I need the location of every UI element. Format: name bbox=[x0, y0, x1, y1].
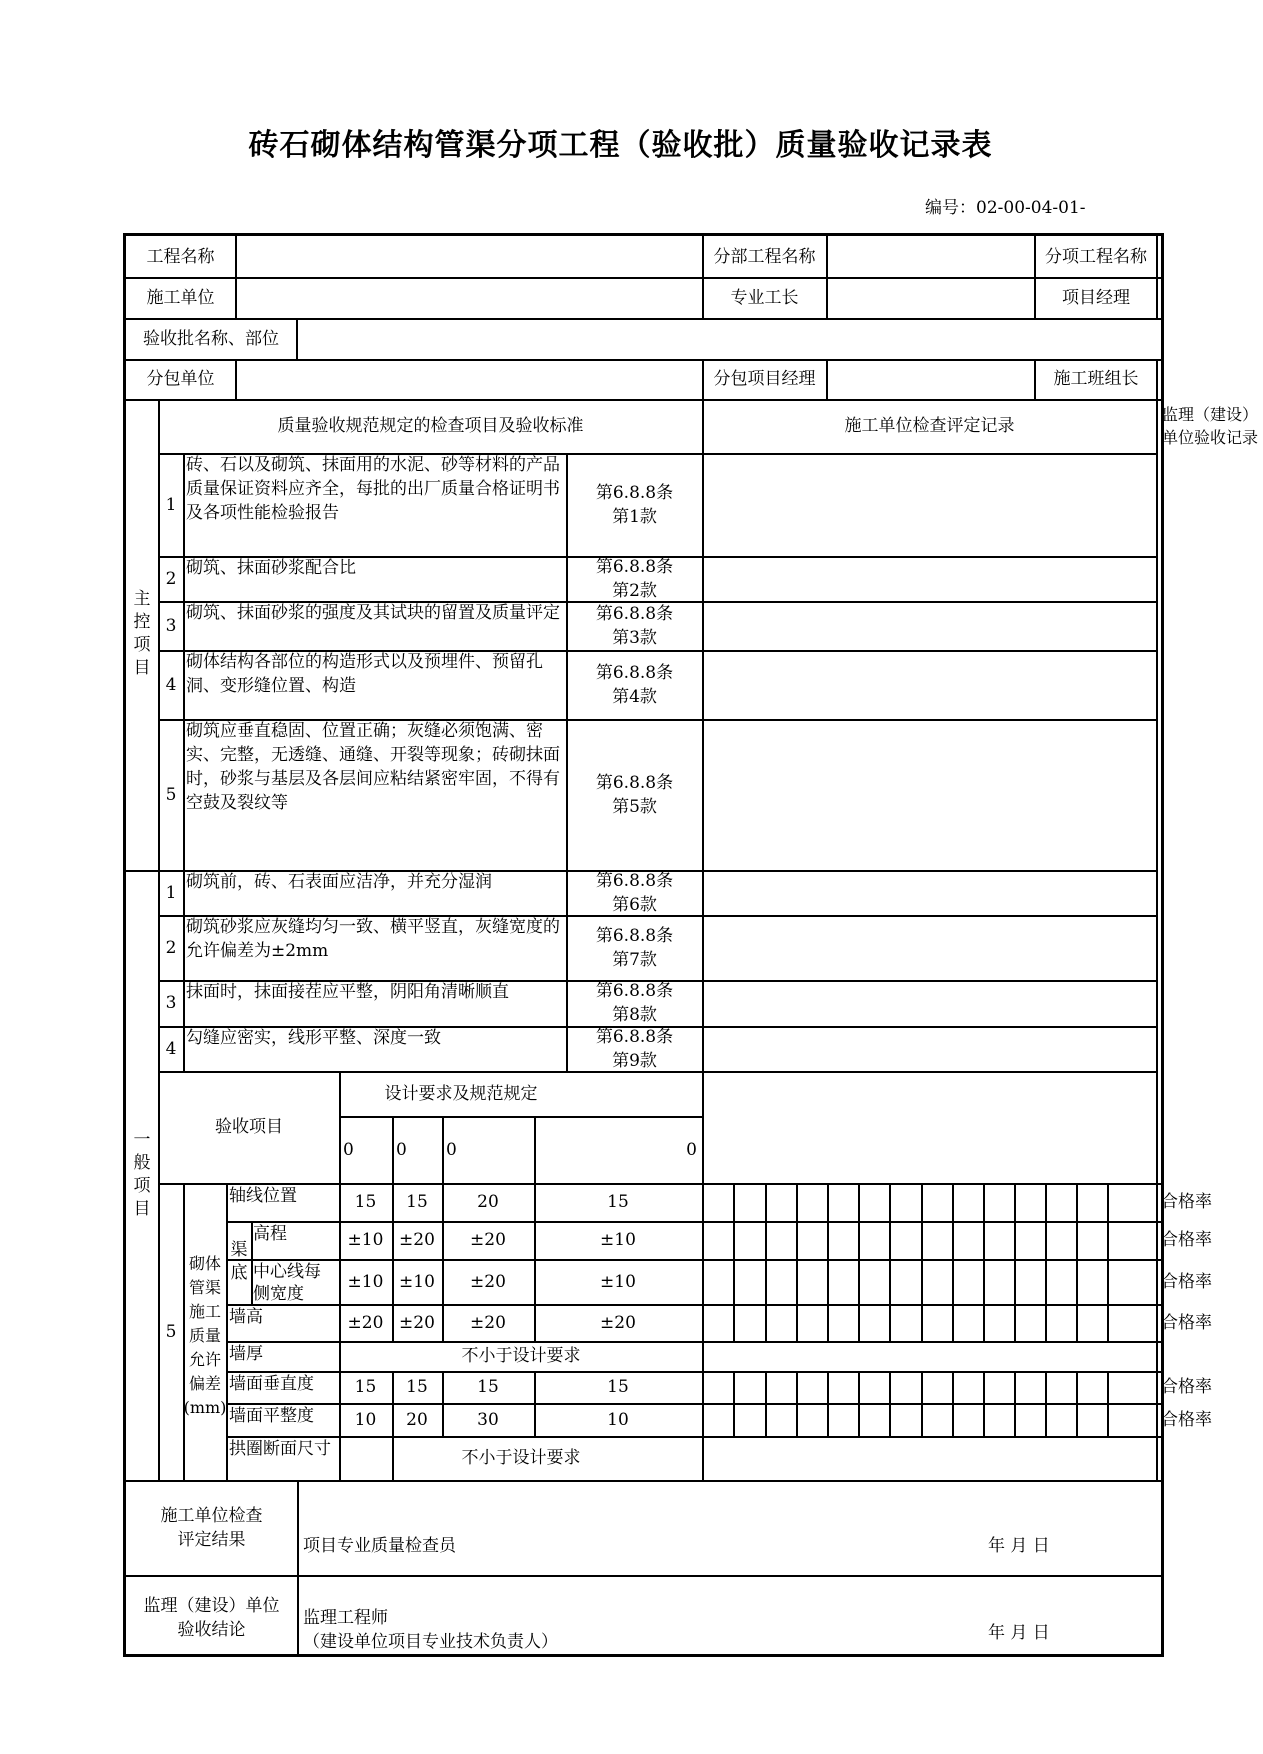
supervisor-conclusion-label: 监理（建设）单位 验收结论 bbox=[143, 1596, 280, 1640]
measurement-cell[interactable] bbox=[828, 1371, 858, 1403]
label-project-manager: 项目经理 bbox=[1062, 287, 1130, 308]
grid-line bbox=[1107, 1259, 1109, 1304]
contractor-record-header: 施工单位检查评定记录 bbox=[844, 416, 1015, 436]
main-item-text: 砖、石以及砌筑、抹面用的水泥、砂等材料的产品质量保证资料应齐全，每批的出厂质量合格证明书及各项性能检验报告 bbox=[186, 455, 560, 523]
measurement-cell[interactable] bbox=[766, 1183, 796, 1221]
general-item-record-field[interactable] bbox=[703, 915, 1156, 980]
measurement-cell[interactable] bbox=[984, 1371, 1014, 1403]
tolerance-value: 20 bbox=[406, 1409, 428, 1430]
general-item-number: 3 bbox=[165, 993, 177, 1013]
measurement-cell[interactable] bbox=[1015, 1183, 1045, 1221]
measurement-cell[interactable] bbox=[859, 1259, 889, 1304]
document-code: 编号：02-00-04-01- bbox=[925, 198, 1086, 218]
main-item-text: 砌筑、抹面砂浆配合比 bbox=[186, 558, 356, 578]
measurement-cell[interactable] bbox=[1046, 1259, 1076, 1304]
tolerance-row-number: 5 bbox=[165, 1321, 177, 1342]
measurement-cell[interactable] bbox=[828, 1304, 858, 1341]
grid-line bbox=[183, 453, 185, 1071]
general-item-number: 4 bbox=[165, 1038, 177, 1059]
main-item-reference: 第6.8.8条 第4款 bbox=[595, 662, 674, 707]
measurement-cell[interactable] bbox=[953, 1259, 983, 1304]
measurement-cell[interactable] bbox=[890, 1183, 921, 1221]
general-item-number: 1 bbox=[165, 882, 177, 903]
acceptance-item-header: 验收项目 bbox=[215, 1117, 283, 1137]
measurement-cell[interactable] bbox=[1015, 1371, 1045, 1403]
measurement-cell[interactable] bbox=[922, 1183, 952, 1221]
project-name-field[interactable] bbox=[236, 236, 702, 277]
measurement-cell[interactable] bbox=[828, 1403, 858, 1436]
measurement-cell[interactable] bbox=[922, 1221, 952, 1259]
measurement-cell[interactable] bbox=[984, 1221, 1014, 1259]
tolerance-record-field[interactable] bbox=[703, 1341, 1156, 1371]
measurement-cell[interactable] bbox=[797, 1371, 827, 1403]
tolerance-not-less-text: 不小于设计要求 bbox=[461, 1346, 581, 1366]
measurement-cell[interactable] bbox=[766, 1403, 796, 1436]
measurement-cell[interactable] bbox=[1015, 1221, 1045, 1259]
main-item-record-field[interactable] bbox=[703, 650, 1156, 719]
criteria-header: 质量验收规范规定的检查项目及验收标准 bbox=[277, 416, 584, 436]
project-manager-field[interactable] bbox=[1157, 277, 1263, 318]
measurement-cell[interactable] bbox=[734, 1304, 765, 1341]
measurement-cell[interactable] bbox=[922, 1403, 952, 1436]
measurement-cell[interactable] bbox=[1077, 1403, 1107, 1436]
general-item-reference: 第6.8.8条 第6款 bbox=[595, 870, 674, 915]
measurement-cell[interactable] bbox=[797, 1183, 827, 1221]
subcontractor-field[interactable] bbox=[236, 359, 702, 399]
measurement-cell[interactable] bbox=[1046, 1304, 1076, 1341]
qc-inspector-label: 项目专业质量检查员 bbox=[303, 1536, 456, 1556]
measurement-cell[interactable] bbox=[703, 1183, 733, 1221]
measurement-cell[interactable] bbox=[703, 1259, 733, 1304]
measurement-cell[interactable] bbox=[984, 1259, 1014, 1304]
general-item-text: 砌筑前，砖、石表面应洁净，并充分湿润 bbox=[186, 872, 492, 892]
design-value-zero: 0 bbox=[343, 1139, 354, 1160]
measurement-cell[interactable] bbox=[953, 1403, 983, 1436]
grid-line bbox=[442, 1116, 444, 1183]
measurement-cell[interactable] bbox=[703, 1304, 733, 1341]
measurement-cell[interactable] bbox=[1077, 1259, 1107, 1304]
record-table bbox=[123, 233, 1258, 1657]
measurement-cell[interactable] bbox=[922, 1259, 952, 1304]
tolerance-item-name: 墙高 bbox=[229, 1307, 263, 1327]
measurement-cell[interactable] bbox=[1015, 1403, 1045, 1436]
measurement-cell[interactable] bbox=[703, 1371, 733, 1403]
measurement-cell[interactable] bbox=[890, 1304, 921, 1341]
subitem-name-field[interactable] bbox=[1157, 236, 1263, 277]
measurement-cell[interactable] bbox=[859, 1304, 889, 1341]
pass-rate-label: 合格率 bbox=[1161, 1192, 1212, 1212]
tolerance-item-name: 中心线每侧宽度 bbox=[253, 1262, 321, 1304]
pass-rate-label: 合格率 bbox=[1161, 1271, 1212, 1292]
tolerance-value: 20 bbox=[477, 1192, 499, 1212]
measurement-cell[interactable] bbox=[797, 1259, 827, 1304]
pass-rate-label: 合格率 bbox=[1161, 1377, 1212, 1397]
tolerance-value: 10 bbox=[607, 1409, 629, 1430]
tolerance-value: ±10 bbox=[600, 1230, 636, 1250]
foreman-field[interactable] bbox=[827, 277, 1035, 318]
design-requirement-header: 设计要求及规范规定 bbox=[384, 1083, 538, 1104]
tolerance-value: 15 bbox=[477, 1377, 499, 1397]
general-item-reference: 第6.8.8条 第9款 bbox=[595, 1026, 674, 1071]
tolerance-value: ±10 bbox=[399, 1271, 435, 1292]
main-supervisor-record-field[interactable] bbox=[1157, 453, 1263, 870]
grid-line bbox=[1107, 1403, 1109, 1436]
supervisor-record-header: 监理（建设） 单位验收记录 bbox=[1161, 405, 1258, 447]
measurement-cell[interactable] bbox=[766, 1259, 796, 1304]
tolerance-group-label: 砌体管渠施工质量允许偏差(mm) bbox=[183, 1254, 227, 1417]
label-division-name: 分部工程名称 bbox=[713, 246, 816, 267]
main-item-reference: 第6.8.8条 第1款 bbox=[595, 482, 674, 527]
main-control-group-label: 主 控 项 目 bbox=[133, 589, 151, 678]
pass-rate-label: 合格率 bbox=[1161, 1409, 1212, 1430]
measurement-cell[interactable] bbox=[703, 1403, 733, 1436]
tolerance-item-name: 墙面平整度 bbox=[229, 1406, 314, 1426]
grid-line bbox=[1107, 1371, 1109, 1403]
main-item-reference: 第6.8.8条 第5款 bbox=[595, 772, 674, 817]
measurement-cell[interactable] bbox=[890, 1259, 921, 1304]
measurement-cell[interactable] bbox=[828, 1259, 858, 1304]
team-leader-field[interactable] bbox=[1157, 359, 1263, 399]
main-item-record-field[interactable] bbox=[703, 453, 1156, 556]
label-subitem-name: 分项工程名称 bbox=[1045, 246, 1147, 267]
tolerance-not-less-text: 不小于设计要求 bbox=[461, 1448, 581, 1468]
tolerance-value: ±10 bbox=[600, 1271, 636, 1292]
main-item-number: 2 bbox=[165, 568, 177, 589]
tolerance-value: ±20 bbox=[470, 1312, 506, 1333]
tolerance-value: 15 bbox=[406, 1377, 428, 1397]
general-item-record-field[interactable] bbox=[703, 870, 1156, 915]
measurement-cell[interactable] bbox=[1046, 1221, 1076, 1259]
tolerance-value: 15 bbox=[607, 1192, 629, 1212]
tolerance-item-name: 高程 bbox=[253, 1224, 287, 1244]
general-group-label: 一 般 项 目 bbox=[133, 1130, 151, 1219]
main-item-reference: 第6.8.8条 第2款 bbox=[595, 556, 674, 601]
measurement-cell[interactable] bbox=[859, 1221, 889, 1259]
tolerance-item-name: 轴线位置 bbox=[229, 1186, 297, 1206]
general-item-text: 抹面时，抹面接茬应平整，阴阳角清晰顺直 bbox=[186, 982, 509, 1002]
tolerance-value: 15 bbox=[354, 1192, 377, 1212]
main-item-record-field[interactable] bbox=[703, 601, 1156, 650]
label-batch: 验收批名称、部位 bbox=[143, 328, 279, 349]
measurement-cell[interactable] bbox=[953, 1371, 983, 1403]
measurement-cell[interactable] bbox=[828, 1183, 858, 1221]
main-item-text: 砌体结构各部位的构造形式以及预埋件、预留孔洞、变形缝位置、构造 bbox=[186, 652, 543, 696]
main-item-text: 砌筑应垂直稳固、位置正确；灰缝必须饱满、密实、完整，无透缝、通缝、开裂等现象；砖砌抹面时，砂浆与基层及各层间应粘结紧密牢固，不得有空鼓及裂纹等 bbox=[186, 721, 560, 813]
measurement-cell[interactable] bbox=[1077, 1304, 1107, 1341]
general-item-record-field[interactable] bbox=[703, 980, 1156, 1026]
general-item-text: 勾缝应密实，线形平整、深度一致 bbox=[186, 1028, 441, 1048]
tolerance-value: ±20 bbox=[470, 1230, 506, 1250]
label-sub-pm: 分包项目经理 bbox=[713, 369, 816, 389]
measurement-cell[interactable] bbox=[859, 1183, 889, 1221]
tolerance-value: ±20 bbox=[470, 1271, 506, 1292]
measurement-cell[interactable] bbox=[828, 1221, 858, 1259]
measurement-cell[interactable] bbox=[890, 1221, 921, 1259]
tolerance-value: 15 bbox=[607, 1377, 629, 1397]
tolerance-value: 15 bbox=[354, 1377, 377, 1397]
tolerance-value: ±20 bbox=[347, 1312, 384, 1333]
tolerance-item-name: 墙厚 bbox=[229, 1344, 263, 1364]
main-item-reference: 第6.8.8条 第3款 bbox=[595, 603, 674, 648]
measurement-cell[interactable] bbox=[797, 1403, 827, 1436]
tolerance-value: 15 bbox=[406, 1192, 428, 1212]
tolerance-value: 10 bbox=[354, 1409, 377, 1430]
sub-pm-field[interactable] bbox=[827, 359, 1035, 399]
tolerance-value: ±10 bbox=[347, 1230, 384, 1250]
engineer-label: 监理工程师 （建设单位项目专业技术负责人） bbox=[303, 1608, 558, 1652]
measurement-cell[interactable] bbox=[953, 1221, 983, 1259]
measurement-cell[interactable] bbox=[1046, 1403, 1076, 1436]
general-supervisor-record-field[interactable] bbox=[1157, 870, 1263, 1071]
tolerance-value: ±20 bbox=[399, 1230, 435, 1250]
general-item-record-field[interactable] bbox=[703, 1026, 1156, 1071]
general-item-number: 2 bbox=[165, 937, 177, 958]
grid-line bbox=[1156, 1183, 1158, 1480]
measurement-cell[interactable] bbox=[766, 1371, 796, 1403]
measurement-cell[interactable] bbox=[766, 1304, 796, 1341]
measurement-cell[interactable] bbox=[1015, 1259, 1045, 1304]
tolerance-value: ±10 bbox=[347, 1271, 384, 1292]
contractor-result-date: 年 月 日 bbox=[988, 1536, 1050, 1556]
general-item-text: 砌筑砂浆应灰缝均匀一致、横平竖直，灰缝宽度的允许偏差为±2mm bbox=[186, 917, 560, 961]
measurement-cell[interactable] bbox=[1077, 1221, 1107, 1259]
general-item-reference: 第6.8.8条 第7款 bbox=[595, 925, 674, 970]
tolerance-value: ±20 bbox=[600, 1312, 636, 1333]
main-item-number: 1 bbox=[165, 494, 177, 515]
general-item-reference: 第6.8.8条 第8款 bbox=[595, 981, 674, 1025]
measurement-cell[interactable] bbox=[890, 1403, 921, 1436]
measurement-cell[interactable] bbox=[734, 1371, 765, 1403]
contractor-field[interactable] bbox=[236, 277, 702, 318]
measurement-cell[interactable] bbox=[797, 1304, 827, 1341]
tolerance-record-field[interactable] bbox=[703, 1436, 1156, 1480]
measurement-cell[interactable] bbox=[984, 1403, 1014, 1436]
measurement-cell[interactable] bbox=[766, 1221, 796, 1259]
measurement-cell[interactable] bbox=[922, 1304, 952, 1341]
measurement-cell[interactable] bbox=[1046, 1183, 1076, 1221]
measurement-cell[interactable] bbox=[1046, 1371, 1076, 1403]
tolerance-value: ±20 bbox=[399, 1312, 435, 1333]
measurement-cell[interactable] bbox=[1077, 1183, 1107, 1221]
main-item-number: 5 bbox=[165, 784, 177, 805]
measurement-cell[interactable] bbox=[859, 1371, 889, 1403]
measurement-cell[interactable] bbox=[1077, 1371, 1107, 1403]
label-project-name: 工程名称 bbox=[146, 246, 215, 267]
label-foreman: 专业工长 bbox=[730, 287, 799, 308]
grid-line bbox=[297, 1480, 299, 1657]
measurement-cell[interactable] bbox=[859, 1403, 889, 1436]
channel-bottom-label: 渠 底 bbox=[230, 1240, 248, 1283]
measurement-cell[interactable] bbox=[984, 1183, 1014, 1221]
measurement-cell[interactable] bbox=[797, 1221, 827, 1259]
design-value-zero: 0 bbox=[446, 1139, 457, 1160]
main-item-record-field[interactable] bbox=[703, 719, 1156, 870]
grid-line bbox=[1107, 1221, 1109, 1259]
measurement-cell[interactable] bbox=[734, 1183, 765, 1221]
measurement-cell[interactable] bbox=[984, 1304, 1014, 1341]
grid-line bbox=[1107, 1304, 1109, 1341]
measurement-cell[interactable] bbox=[703, 1221, 733, 1259]
measurement-cell[interactable] bbox=[922, 1371, 952, 1403]
measurement-cell[interactable] bbox=[734, 1403, 765, 1436]
design-value-zero: 0 bbox=[396, 1139, 407, 1160]
supervisor-conclusion-date: 年 月 日 bbox=[988, 1623, 1050, 1643]
main-item-record-field[interactable] bbox=[703, 556, 1156, 601]
batch-field[interactable] bbox=[297, 318, 1163, 359]
tolerance-item-name: 拱圈断面尺寸 bbox=[229, 1439, 331, 1459]
document-title: 砖石砌体结构管渠分项工程（验收批）质量验收记录表 bbox=[248, 128, 993, 163]
grid-line bbox=[392, 1116, 394, 1183]
measurement-cell[interactable] bbox=[1015, 1304, 1045, 1341]
pass-rate-label: 合格率 bbox=[1161, 1312, 1212, 1333]
measurement-cell[interactable] bbox=[890, 1371, 921, 1403]
tolerance-value: 30 bbox=[477, 1409, 499, 1430]
label-subcontractor: 分包单位 bbox=[146, 369, 215, 389]
grid-line bbox=[1107, 1183, 1109, 1221]
label-team-leader: 施工班组长 bbox=[1053, 369, 1139, 389]
pass-rate-label: 合格率 bbox=[1161, 1230, 1212, 1250]
tolerance-item-name: 墙面垂直度 bbox=[229, 1374, 314, 1394]
main-item-text: 砌筑、抹面砂浆的强度及其试块的留置及质量评定 bbox=[186, 603, 560, 623]
contractor-result-label: 施工单位检查 评定结果 bbox=[160, 1506, 263, 1550]
label-contractor: 施工单位 bbox=[146, 287, 215, 308]
main-item-number: 4 bbox=[165, 674, 177, 695]
measurement-cell[interactable] bbox=[953, 1304, 983, 1341]
measurement-cell[interactable] bbox=[734, 1259, 765, 1304]
measurement-cell[interactable] bbox=[953, 1183, 983, 1221]
main-item-number: 3 bbox=[165, 615, 177, 636]
design-value-zero: 0 bbox=[686, 1139, 697, 1160]
division-name-field[interactable] bbox=[827, 236, 1035, 277]
measurement-cell[interactable] bbox=[734, 1221, 765, 1259]
